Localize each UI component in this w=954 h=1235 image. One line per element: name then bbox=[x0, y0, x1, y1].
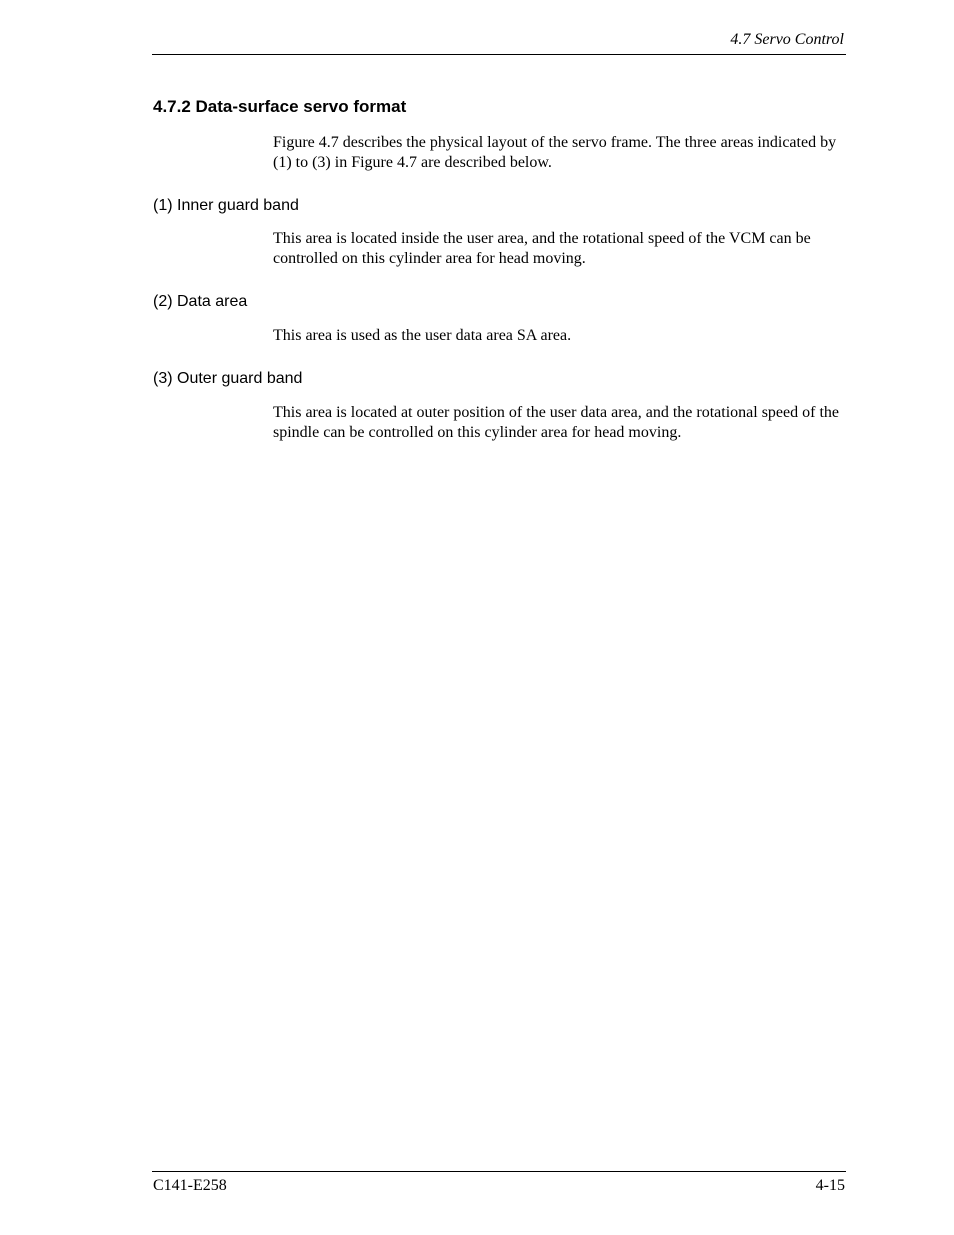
section-title: 4.7.2 Data-surface servo format bbox=[153, 97, 407, 116]
header-rule bbox=[152, 54, 846, 55]
running-header: 4.7 Servo Control bbox=[730, 31, 844, 48]
item-heading-outer-guard-band: (3) Outer guard band bbox=[153, 370, 303, 387]
footer-page-number: 4-15 bbox=[815, 1177, 845, 1194]
item-heading-inner-guard-band: (1) Inner guard band bbox=[153, 197, 299, 214]
item-text-inner-guard-band: This area is located inside the user area, and the rotational speed of the VCM can be controlled on this cylinder area for head moving. bbox=[273, 230, 811, 267]
footer-doc-code: C141-E258 bbox=[153, 1177, 227, 1194]
item-text-data-area: This area is used as the user data area SA area. bbox=[273, 327, 572, 344]
item-heading-data-area: (2) Data area bbox=[153, 293, 248, 310]
footer-rule bbox=[152, 1171, 846, 1172]
intro-paragraph: Figure 4.7 describes the physical layout of the servo frame. The three areas indicated by (1) to (3) in Figure 4.7 are described below. bbox=[273, 134, 837, 171]
item-text-outer-guard-band: This area is located at outer position of the user data area, and the rotational speed of the spindle can be controlled on this cylinder area for head moving. bbox=[273, 404, 840, 441]
